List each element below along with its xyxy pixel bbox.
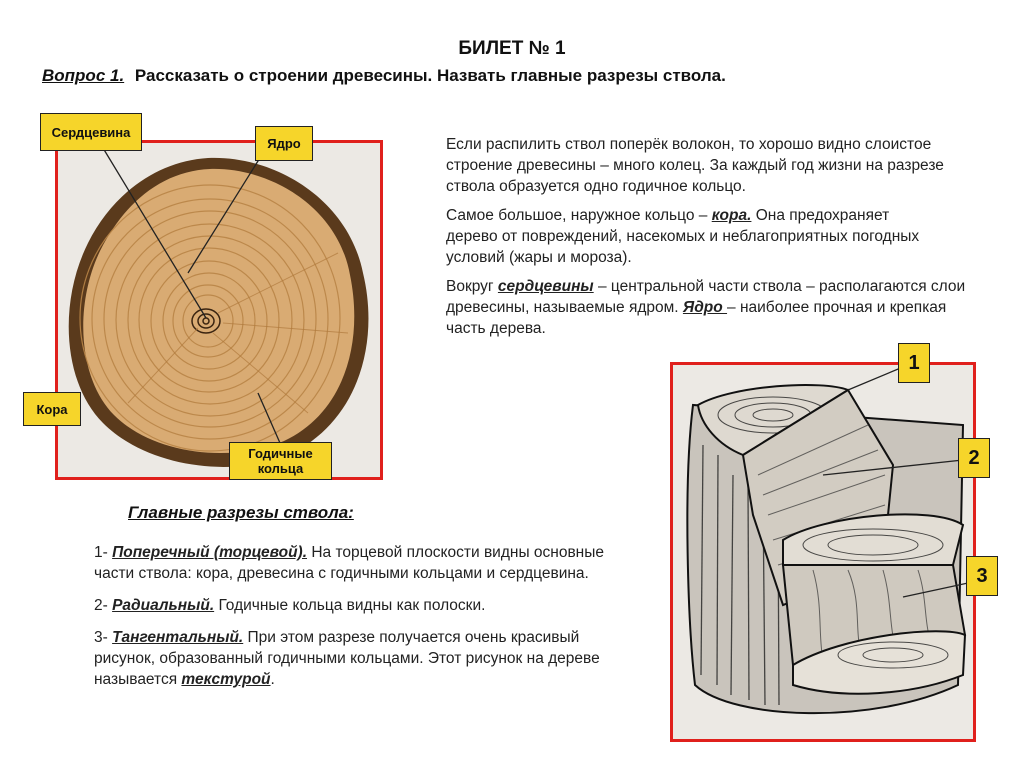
term-texture: текстурой <box>181 671 271 688</box>
intro-text <box>446 134 976 347</box>
intro-paragraph-2 <box>446 205 926 268</box>
intro-p3-before: Вокруг <box>446 278 498 295</box>
label-growth-rings-line1: Годичные <box>248 446 313 461</box>
intro-p3-after2: – наиболее прочная и крепкая часть дерева. <box>446 299 947 337</box>
cross-section-frame <box>55 140 383 480</box>
label-heartwood-center: Сердцевина <box>40 113 142 151</box>
cut-item-2-prefix: 2- <box>94 597 113 614</box>
intro-p2-after: Она предохраняет дерево от повреждений, насекомых и неблагоприятных погодных условий (жары и мороза). <box>446 207 920 266</box>
cut-item-3-term: Тангентальный. <box>112 629 244 646</box>
stump-frame <box>670 362 976 742</box>
question <box>42 66 726 86</box>
intro-paragraph-3 <box>446 276 966 339</box>
label-growth-rings <box>229 442 332 480</box>
stump-cuts-illustration <box>673 365 973 739</box>
number-label-1: 1 <box>898 343 930 383</box>
term-bark: кора. <box>711 207 752 224</box>
intro-p3-after: – центральной части ствола – располагаются слои древесины, называемые ядром. <box>446 278 966 316</box>
question-text: Рассказать о строении древесины. Назвать главные разрезы ствола. <box>134 66 726 85</box>
cut-item-1-prefix: 1- <box>94 544 113 561</box>
cut-item-2-term: Радиальный. <box>112 597 215 614</box>
intro-p2-before: Самое большое, наружное кольцо – <box>446 207 712 224</box>
cut-item-1-text: На торцевой плоскости видны основные части ствола: кора, древесина с годичными кольцами и сердцевина. <box>94 544 604 582</box>
intro-paragraph-1: Если распилить ствол поперёк волокон, то хорошо видно слоистое строение древесины – много колец. За каждый год жизни на разрезе ствола образуется одно годичное кольцо. <box>446 136 944 195</box>
cuts-heading: Главные разрезы ствола: <box>128 503 354 522</box>
term-core: Ядро <box>682 299 728 316</box>
cut-item-3-end: . <box>270 671 275 688</box>
label-growth-rings-line2: кольца <box>257 461 304 476</box>
tree-cross-section-illustration <box>58 143 380 477</box>
number-label-2: 2 <box>958 438 990 478</box>
cut-item-3-text: При этом разрезе получается очень красивый рисунок, образованный годичными кольцами. Этот рисунок на дереве называется <box>94 629 600 688</box>
page-title: БИЛЕТ № 1 <box>458 38 566 59</box>
cut-item-3-prefix: 3- <box>94 629 113 646</box>
cut-item-1 <box>94 542 614 584</box>
question-number: Вопрос 1. <box>42 66 125 85</box>
cut-item-3 <box>94 627 614 690</box>
term-heartwood-center: сердцевины <box>497 278 594 295</box>
number-label-3: 3 <box>966 556 998 596</box>
cut-item-1-term: Поперечный (торцевой). <box>112 544 308 561</box>
cut-item-2 <box>94 595 614 616</box>
label-bark: Кора <box>23 392 81 426</box>
cut-item-2-text: Годичные кольца видны как полоски. <box>214 597 486 614</box>
label-core: Ядро <box>255 126 313 161</box>
cuts-list <box>94 542 614 701</box>
